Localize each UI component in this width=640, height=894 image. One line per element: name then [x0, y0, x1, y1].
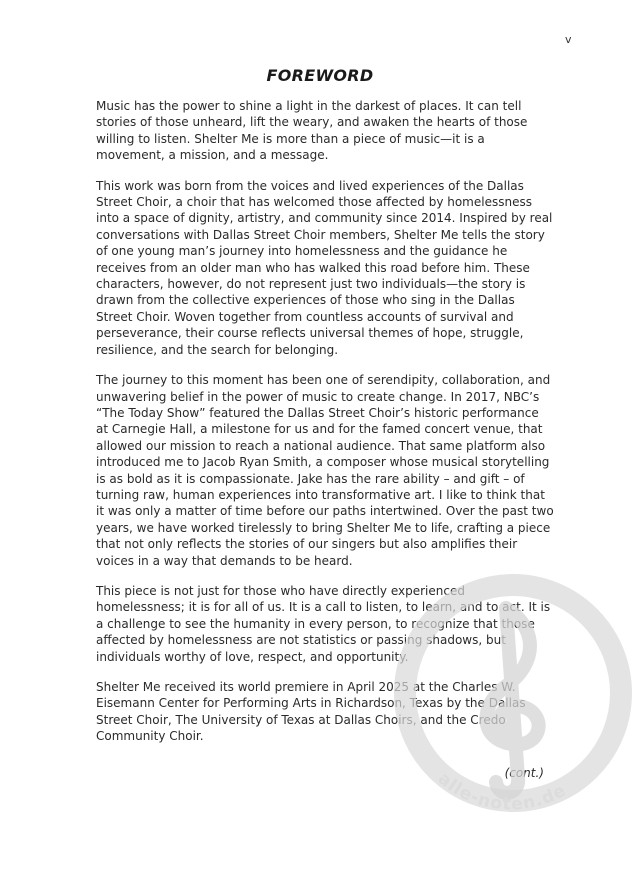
paragraph-5: Shelter Me received its world premiere in April 2025 at the Charles W. Eisemann Center for Performing Arts in Richardson, Texas by the Dallas Street Choir, The University of Texas at Dallas Choirs, and the Credo Community Choir. [96, 680, 526, 744]
paragraph-3: The journey to this moment has been one of serendipity, collaboration, and unwavering belief in the power of music to create change. In 2017, NBC’s “The Today Show” featured the Dallas Street Choir’s historic performance at Carnegie Hall, a milestone for us and for the famed concert venue, that allowed our mission to reach a national audience. That same platform also introduced me to Jacob Ryan Smith, a composer whose musical storytelling is as bold as it is compassionate. Jake has the rare ability – and gift – of turning raw, human experiences into transformative art. I like to think that it was only a matter of time before our paths intertwined. Over the past two years, we have worked tirelessly to bring Shelter Me to life, crafting a piece that not only reflects the stories of our singers but also amplifies their voices in a way that demands to be heard. [96, 373, 554, 568]
watermark-text: alle-noten.de [433, 768, 570, 815]
page-number: v [565, 33, 572, 46]
foreword-body [96, 98, 554, 759]
paragraph-2: This work was born from the voices and lived experiences of the Dallas Street Choir, a choir that has welcomed those affected by homelessness into a space of dignity, artistry, and community since 2014. Inspired by real conversations with Dallas Street Choir members, Shelter Me tells the story of one young man’s journey into homelessness and the guidance he receives from an older man who has walked this road before him. These characters, however, do not represent just two individuals—the story is drawn from the collective experiences of those who sing in the Dallas Street Choir. Woven together from countless accounts of survival and perseverance, their course reflects universal themes of hope, struggle, resilience, and the search for belonging. [96, 178, 553, 357]
paragraph-1: Music has the power to shine a light in the darkest of places. It can tell stories of those unheard, lift the weary, and awaken the hearts of those willing to listen. Shelter Me is more than a piece of music—it is a movement, a mission, and a message. [96, 99, 528, 163]
paragraph-4: This piece is not just for those who have directly experienced homelessness; it is for all of us. It is a call to listen, to learn, and to act. It is a challenge to see the humanity in every person, to recognize that those affected by homelessness are not statistics or passing shadows, but individuals worthy of love, respect, and opportunity. [96, 583, 551, 664]
page-title: FOREWORD [266, 66, 374, 85]
continued-label: (cont.) [504, 766, 544, 780]
